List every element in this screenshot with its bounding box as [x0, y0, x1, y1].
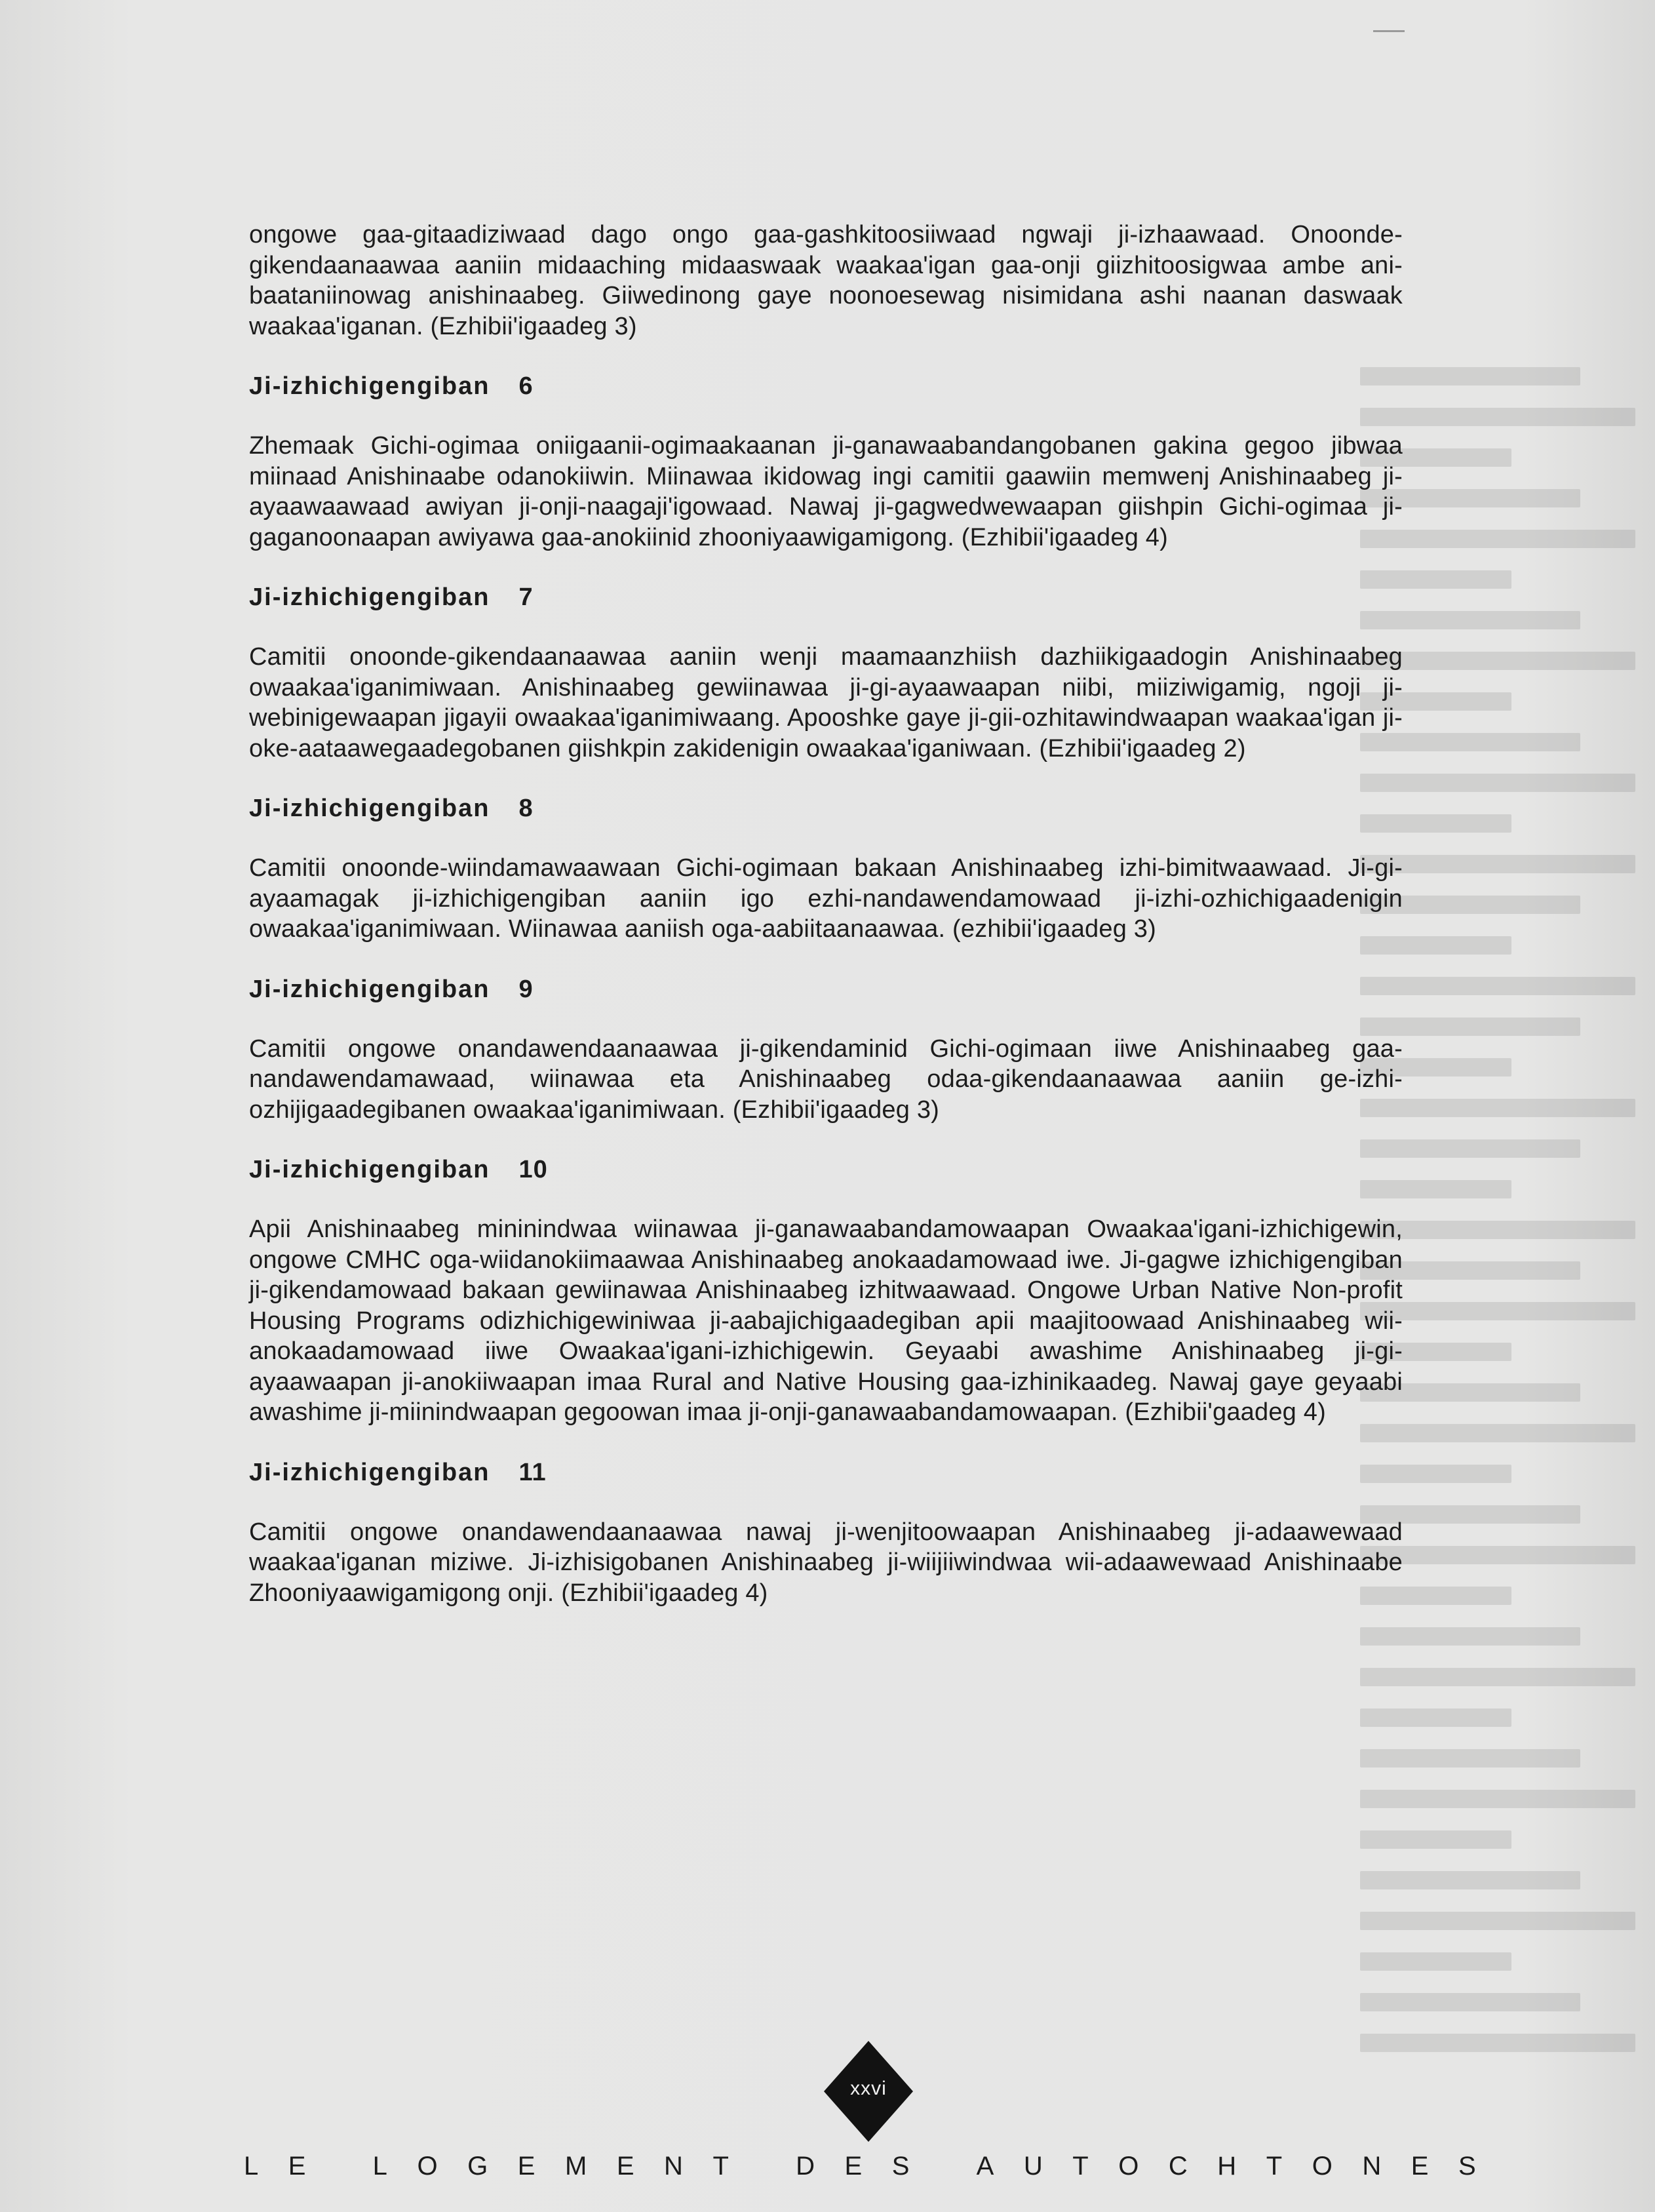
footer-letter: S	[891, 2152, 910, 2181]
scan-mark	[1373, 30, 1405, 32]
footer-letter: E	[844, 2152, 863, 2181]
footer-letter: C	[1168, 2152, 1188, 2181]
section-paragraph-11: Camitii ongowe onandawendaanaawaa nawaj ji-wenjitoowaapan Anishinaabeg ji-adaawewaad waakaa'iganan miziwe. Ji-izhisigobanen Anishinaabeg ji-wiijiiwindwaa wii-adaawewaad Anishinaabe Zhooniyaawigamigong onji. (Ezhibii'igaadeg 4)	[249, 1518, 1403, 1607]
footer-letter: T	[1072, 2152, 1089, 2181]
footer-letter: S	[1458, 2152, 1476, 2181]
footer-letter: N	[1362, 2152, 1382, 2181]
heading-number: 6	[518, 372, 534, 400]
section-heading-7	[249, 582, 1403, 612]
footer-letter: A	[976, 2152, 994, 2181]
section-paragraph-9: Camitii ongowe onandawendaanaawaa ji-gikendaminid Gichi-ogimaan iiwe Anishinaabeg gaa-nandawendamawaad, wiinawaa eta Anishinaabeg odaa-gikendaanaawaa aaniin ge-izhi-ozhijigaadegibanen owaakaa'iganimiwaan. (Ezhibii'igaadeg 3)	[249, 1035, 1403, 1124]
section-paragraph-10: Apii Anishinaabeg mininindwaa wiinawaa ji-ganawaabandamowaapan Owaakaa'igani-izhichigewin, ongowe CMHC oga-wiidanokiimaawaa Anishinaabeg anokaadamowaad iwe. Ji-gagwe izhichigengiban ji-gikendamowaad bakaan gewiinawaa Anishinaabeg izhitwaawaad. Ongowe Urban Native Non-profit Housing Programs odizhichigewiniwaa ji-aabajichigaadegiban apii maajitoowaad Anishinaabeg wii-anokaadamowaad iiwe Owaakaa'igani-izhichigewin. Geyaabi awashime Anishinaabeg ji-gi-ayaawaapan ji-anokiiwaapan imaa Rural and Native Housing gaa-izhinikaadeg. Nawaj gaye geyaabi awashime ji-miinindwaapan gegoowan imaa ji-onji-ganawaabandamowaapan. (Ezhibii'gaadeg 4)	[249, 1215, 1403, 1426]
footer-letter: L	[244, 2152, 259, 2181]
footer-letter: M	[564, 2152, 587, 2181]
footer-letter: O	[417, 2152, 438, 2181]
section-paragraph-8: Camitii onoonde-wiindamawaawaan Gichi-ogimaan bakaan Anishinaabeg izhi-bimitwaawaad. Ji-gi-ayaamagak ji-izhichigengiban aaniin igo ezhi-nandawendamowaad ji-izhi-ozhichigaadenigin owaakaa'iganimiwaan. Wiinawaa aaniish oga-aabiitaanaawaa. (ezhibii'igaadeg 3)	[249, 854, 1403, 943]
section-heading-11	[249, 1457, 1403, 1488]
footer-letter: T	[712, 2152, 729, 2181]
document-body	[249, 220, 1403, 1638]
heading-label: Ji-izhichigengiban	[249, 1156, 490, 1183]
footer-letter: U	[1023, 2152, 1043, 2181]
footer-letter: E	[616, 2152, 634, 2181]
section-heading-10	[249, 1155, 1403, 1185]
section-heading-8	[249, 793, 1403, 823]
footer-letter: L	[372, 2152, 387, 2181]
footer-letter: D	[796, 2152, 815, 2181]
section-heading-9	[249, 974, 1403, 1004]
footer-letter: G	[467, 2152, 488, 2181]
heading-number: 9	[518, 975, 534, 1003]
heading-label: Ji-izhichigengiban	[249, 372, 490, 400]
heading-label: Ji-izhichigengiban	[249, 583, 490, 611]
page-number: xxvi	[850, 2078, 887, 2099]
heading-label: Ji-izhichigengiban	[249, 1458, 490, 1486]
heading-number: 10	[518, 1156, 548, 1183]
footer-gap	[336, 2152, 343, 2181]
footer-gap	[939, 2152, 946, 2181]
footer-letter: O	[1312, 2152, 1333, 2181]
footer-letter: O	[1118, 2152, 1139, 2181]
heading-number: 7	[518, 583, 534, 611]
footer-letter: E	[517, 2152, 535, 2181]
running-footer	[244, 2152, 1476, 2181]
footer-letter: E	[288, 2152, 306, 2181]
section-paragraph-7: Camitii onoonde-gikendaanaawaa aaniin wenji maamaanzhiish dazhiikigaadogin Anishinaabeg owaakaa'iganimiwaan. Anishinaabeg gewiinawaa ji-gi-ayaawaapan niibi, miiziwigamig, ngoji ji-webinigewaapan jigayii owaakaa'iganimiwaang. Apooshke gaye ji-gii-ozhitawindwaapan waakaa'igan ji-oke-aataawegaadegobanen giishkpin zakidenigin owaakaa'iganiwaan. (Ezhibii'igaadeg 2)	[249, 643, 1403, 762]
section-paragraph-6: Zhemaak Gichi-ogimaa oniigaanii-ogimaakaanan ji-ganawaabandangobanen gakina gegoo jibwaa miinaad Anishinaabe odanokiiwin. Miinawaa ikidowag ingi camitii gaawiin memwenj Anishinaabeg ji-ayaawaawaad awiyan ji-onji-naagaji'igowaad. Nawaj ji-gagwedwewaapan giishpin Gichi-ogimaa ji-gaganoonaapan awiyawa gaa-anokiinid zhooniyaawigamigong. (Ezhibii'igaadeg 4)	[249, 432, 1403, 551]
footer-letter: N	[664, 2152, 683, 2181]
section-heading-6	[249, 371, 1403, 401]
footer-letter: E	[1411, 2152, 1429, 2181]
intro-paragraph: ongowe gaa-gitaadiziwaad dago ongo gaa-gashkitoosiiwaad ngwaji ji-izhaawaad. Onoonde-gikendaanaawaa aaniin midaaching midaaswaak waakaa'igan gaa-onji giizhitoosigwaa ambe ani-baataniinowag anishinaabeg. Giiwedinong gaye noonoesewag nisimidana ashi naanan daswaak waakaa'iganan. (Ezhibii'igaadeg 3)	[249, 221, 1403, 340]
heading-number: 8	[518, 795, 534, 822]
heading-label: Ji-izhichigengiban	[249, 795, 490, 822]
heading-number: 11	[518, 1458, 547, 1486]
footer-gap	[758, 2152, 766, 2181]
footer-letter: T	[1266, 2152, 1283, 2181]
heading-label: Ji-izhichigengiban	[249, 975, 490, 1003]
footer-letter: H	[1217, 2152, 1237, 2181]
